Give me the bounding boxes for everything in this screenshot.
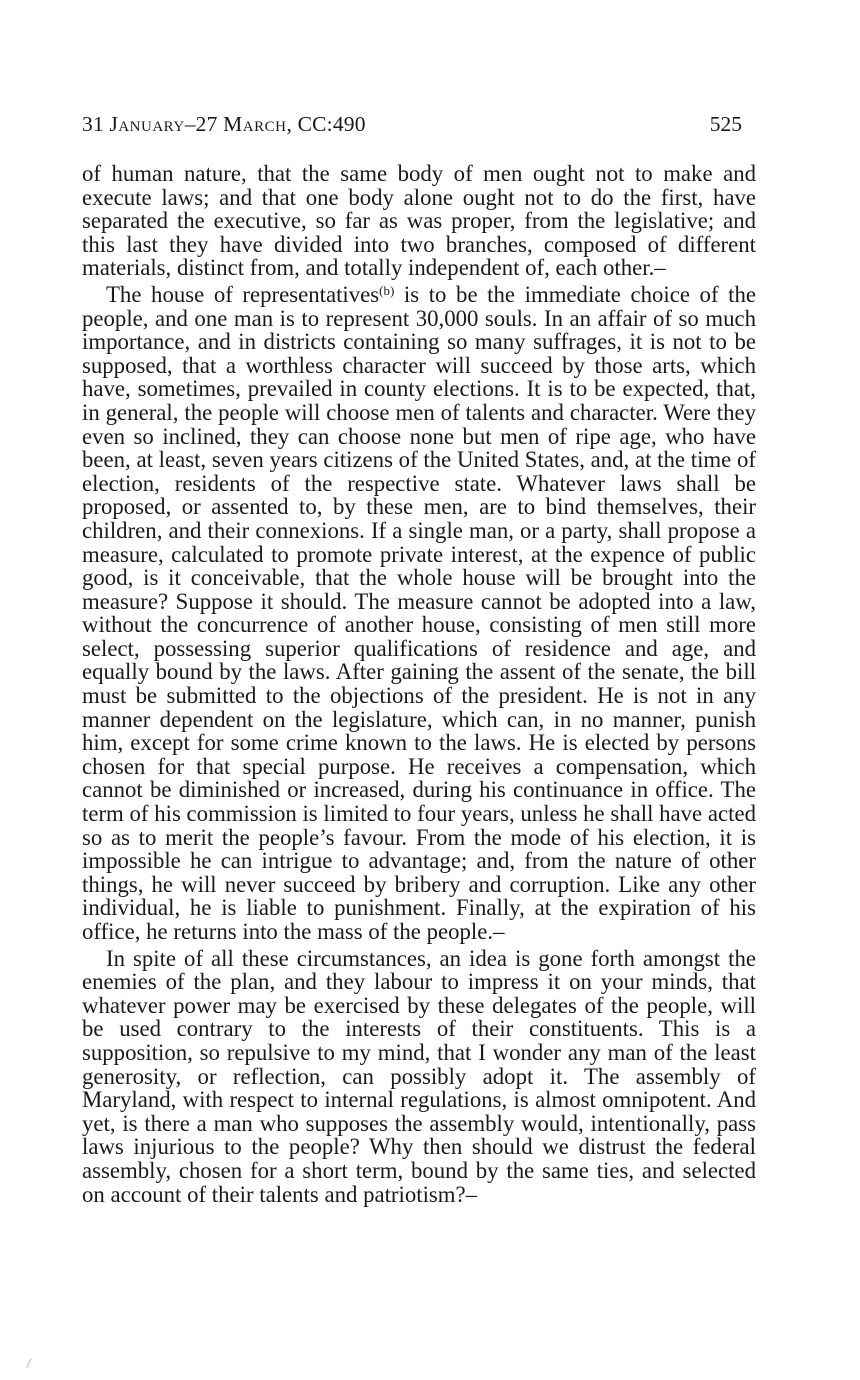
document-page — [82, 112, 756, 1206]
running-head — [82, 112, 366, 137]
scan-artifact-mark — [26, 1358, 32, 1368]
page-header — [82, 112, 756, 152]
paragraph-continued: of human nature, that the same body of men ought not to make and execute laws; and that one body alone ought not to do the first, have separated the executive, so far as was proper, from the legislative; and this last they have divided into two branches, composed of different materials, distinct from, and totally independent of, each other.– — [82, 161, 756, 281]
paragraph-house-of-representatives — [82, 283, 756, 944]
running-head-month-start: January — [109, 112, 185, 136]
footnote-marker[interactable]: (b) — [379, 282, 395, 298]
paragraph-text-rest: is to be the immediate choice of the people, and one man is to represent 30,000 souls. In an affair of so much importance, and in districts containing so many suffrages, it is not to be supposed, that a worthless character will succeed by those arts, which have, sometimes, prevailed in county elections. It is to be expected, that, in general, the people will choose men of talents and character. Were they even so inclined, they can choose none but men of ripe age, who have been, at least, seven years citizens of the United States, and, at the time of election, residents of the respective state. Whatever laws shall be proposed, or assented to, by these men, are to bind themselves, their children, and their connexions. If a single man, or a party, shall propose a measure, calculated to promote private interest, at the expence of public good, is it conceivable, that the whole house will be brought into the measure? Suppose it should. The measure cannot be adopted into a law, without the concurrence of another house, consisting of men still more select, possessing superior qualifications of residence and age, and equally bound by the laws. After gaining the assent of the senate, the bill must be submitted to the objections of the president. He is not in any manner dependent on the legislature, which can, in no manner, punish him, except for some crime known to the laws. He is elected by persons chosen for that special purpose. He receives a compensation, which cannot be diminished or increased, during his continuance in office. The term of his commission is limited to four years, unless he shall have acted so as to merit the people’s favour. From the mode of his election, it is impossible he can intrigue to advantage; and, from the nature of other things, he will never succeed by bribery and corruption. Like any other individual, he is liable to punishment. Finally, at the expiration of his office, he returns into the mass of the people.– — [82, 281, 756, 944]
paragraph-text-start: The house of representatives — [106, 281, 380, 307]
running-head-number: 31 — [82, 112, 110, 136]
body-text — [82, 162, 756, 1206]
running-head-month-end: March — [223, 112, 287, 136]
paragraph-in-spite: In spite of all these circumstances, an idea is gone forth amongst the enemies of the plan, and they labour to impress it on your minds, that whatever power may be exercised by these delegates of the people, will be used contrary to the interests of their constituents. This is a supposition, so repulsive to my mind, that I wonder any man of the least generosity, or reflection, can possibly adopt it. The assembly of Maryland, with respect to internal regulations, is almost omnipotent. And yet, is there a man who supposes the assembly would, intentionally, pass laws injurious to the people? Why then should we distrust the federal assembly, chosen for a short term, bound by the same ties, and selected on account of their talents and patriotism?– — [82, 945, 756, 1207]
running-head-document-id: , CC:490 — [286, 112, 366, 136]
page-number: 525 — [709, 112, 742, 136]
running-head-dash: –27 — [184, 112, 224, 136]
